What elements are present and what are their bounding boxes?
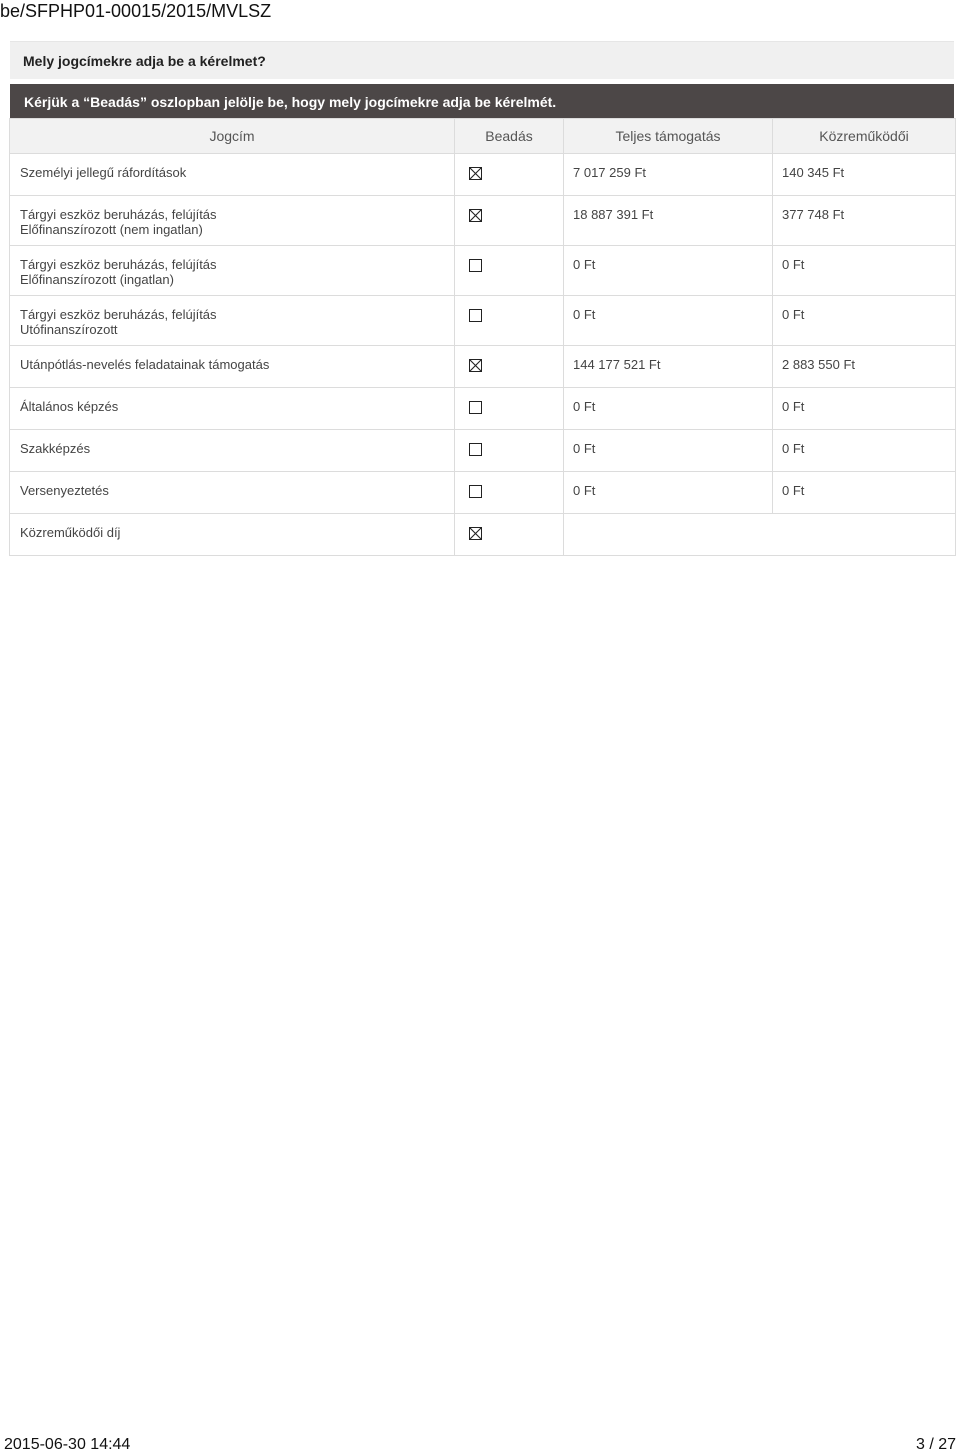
jogcim-sublabel: Előfinanszírozott (nem ingatlan) bbox=[20, 222, 203, 237]
beadas-checkbox[interactable] bbox=[469, 401, 482, 414]
table-header-row bbox=[10, 119, 956, 154]
jogcim-sublabel: Utófinanszírozott bbox=[20, 322, 118, 337]
kozremukodoi-value: 0 Ft bbox=[773, 472, 956, 514]
jogcim-label: Közreműködői díj bbox=[20, 525, 121, 540]
jogcim-label: Versenyeztetés bbox=[20, 483, 109, 498]
jogcim-cell bbox=[10, 196, 455, 246]
checkbox-cross-icon bbox=[470, 360, 481, 371]
kozremukodoi-value: 140 345 Ft bbox=[773, 154, 956, 196]
table-row bbox=[10, 196, 956, 246]
beadas-cell bbox=[455, 296, 564, 346]
jogcim-cell bbox=[10, 514, 455, 556]
section-header bbox=[10, 41, 954, 79]
table-row bbox=[10, 388, 956, 430]
footer-timestamp: 2015-06-30 14:44 bbox=[4, 1436, 131, 1453]
jogcim-label: Általános képzés bbox=[20, 399, 119, 414]
beadas-checkbox[interactable] bbox=[469, 209, 482, 222]
beadas-cell bbox=[455, 514, 564, 556]
kozremukodoi-value: 0 Ft bbox=[773, 388, 956, 430]
teljes-tamogatas-value: 0 Ft bbox=[564, 430, 773, 472]
footer-page-number: 3 / 27 bbox=[915, 1436, 956, 1453]
beadas-checkbox[interactable] bbox=[469, 167, 482, 180]
header-beadas: Beadás bbox=[455, 119, 564, 154]
table-row bbox=[10, 430, 956, 472]
table-row bbox=[10, 514, 956, 556]
teljes-tamogatas-value: 0 Ft bbox=[564, 246, 773, 296]
claims-table bbox=[9, 118, 956, 556]
table-row bbox=[10, 296, 956, 346]
kozremukodoi-value: 0 Ft bbox=[773, 430, 956, 472]
kozremukodoi-value: 0 Ft bbox=[773, 296, 956, 346]
beadas-checkbox[interactable] bbox=[469, 259, 482, 272]
beadas-checkbox[interactable] bbox=[469, 309, 482, 322]
teljes-tamogatas-value: 18 887 391 Ft bbox=[564, 196, 773, 246]
table-row bbox=[10, 346, 956, 388]
teljes-tamogatas-value: 0 Ft bbox=[564, 388, 773, 430]
table-row bbox=[10, 472, 956, 514]
jogcim-label: Személyi jellegű ráfordítások bbox=[20, 165, 187, 180]
jogcim-cell bbox=[10, 430, 455, 472]
beadas-checkbox[interactable] bbox=[469, 527, 482, 540]
instruction-banner bbox=[10, 84, 954, 118]
jogcim-label: Tárgyi eszköz beruházás, felújítás bbox=[20, 257, 217, 272]
jogcim-label: Szakképzés bbox=[20, 441, 91, 456]
checkbox-cross-icon bbox=[470, 528, 481, 539]
table-row bbox=[10, 154, 956, 196]
teljes-tamogatas-value: 0 Ft bbox=[564, 296, 773, 346]
section-title: Mely jogcímekre adja be a kérelmet? bbox=[23, 53, 266, 69]
jogcim-cell bbox=[10, 154, 455, 196]
checkbox-cross-icon bbox=[470, 168, 481, 179]
jogcim-cell bbox=[10, 246, 455, 296]
beadas-checkbox[interactable] bbox=[469, 359, 482, 372]
jogcim-sublabel: Előfinanszírozott (ingatlan) bbox=[20, 272, 174, 287]
kozremukodoi-value: 0 Ft bbox=[773, 246, 956, 296]
teljes-tamogatas-value: 0 Ft bbox=[564, 472, 773, 514]
table-row bbox=[10, 246, 956, 296]
beadas-cell bbox=[455, 472, 564, 514]
jogcim-label: Tárgyi eszköz beruházás, felújítás bbox=[20, 207, 217, 222]
beadas-cell bbox=[455, 154, 564, 196]
jogcim-cell bbox=[10, 296, 455, 346]
beadas-cell bbox=[455, 346, 564, 388]
header-teljes-tamogatas: Teljes támogatás bbox=[564, 119, 773, 154]
header-kozremukodoi: Közreműködői bbox=[773, 119, 956, 154]
document-id: be/SFPHP01-00015/2015/MVLSZ bbox=[0, 1, 272, 21]
beadas-cell bbox=[455, 388, 564, 430]
beadas-cell bbox=[455, 246, 564, 296]
beadas-cell bbox=[455, 196, 564, 246]
teljes-tamogatas-value: 7 017 259 Ft bbox=[564, 154, 773, 196]
kozremukodoi-value: 377 748 Ft bbox=[773, 196, 956, 246]
beadas-cell bbox=[455, 430, 564, 472]
jogcim-label: Utánpótlás-nevelés feladatainak támogatás bbox=[20, 357, 270, 372]
jogcim-cell bbox=[10, 346, 455, 388]
header-jogcim: Jogcím bbox=[10, 119, 455, 154]
teljes-tamogatas-value: 144 177 521 Ft bbox=[564, 346, 773, 388]
kozremukodoi-value: 2 883 550 Ft bbox=[773, 346, 956, 388]
beadas-checkbox[interactable] bbox=[469, 485, 482, 498]
beadas-checkbox[interactable] bbox=[469, 443, 482, 456]
jogcim-cell bbox=[10, 388, 455, 430]
jogcim-cell bbox=[10, 472, 455, 514]
instruction-text: Kérjük a “Beadás” oszlopban jelölje be, hogy mely jogcímekre adja be kérelmét. bbox=[24, 94, 557, 110]
jogcim-label: Tárgyi eszköz beruházás, felújítás bbox=[20, 307, 217, 322]
empty-amount-cell bbox=[564, 514, 956, 556]
checkbox-cross-icon bbox=[470, 210, 481, 221]
